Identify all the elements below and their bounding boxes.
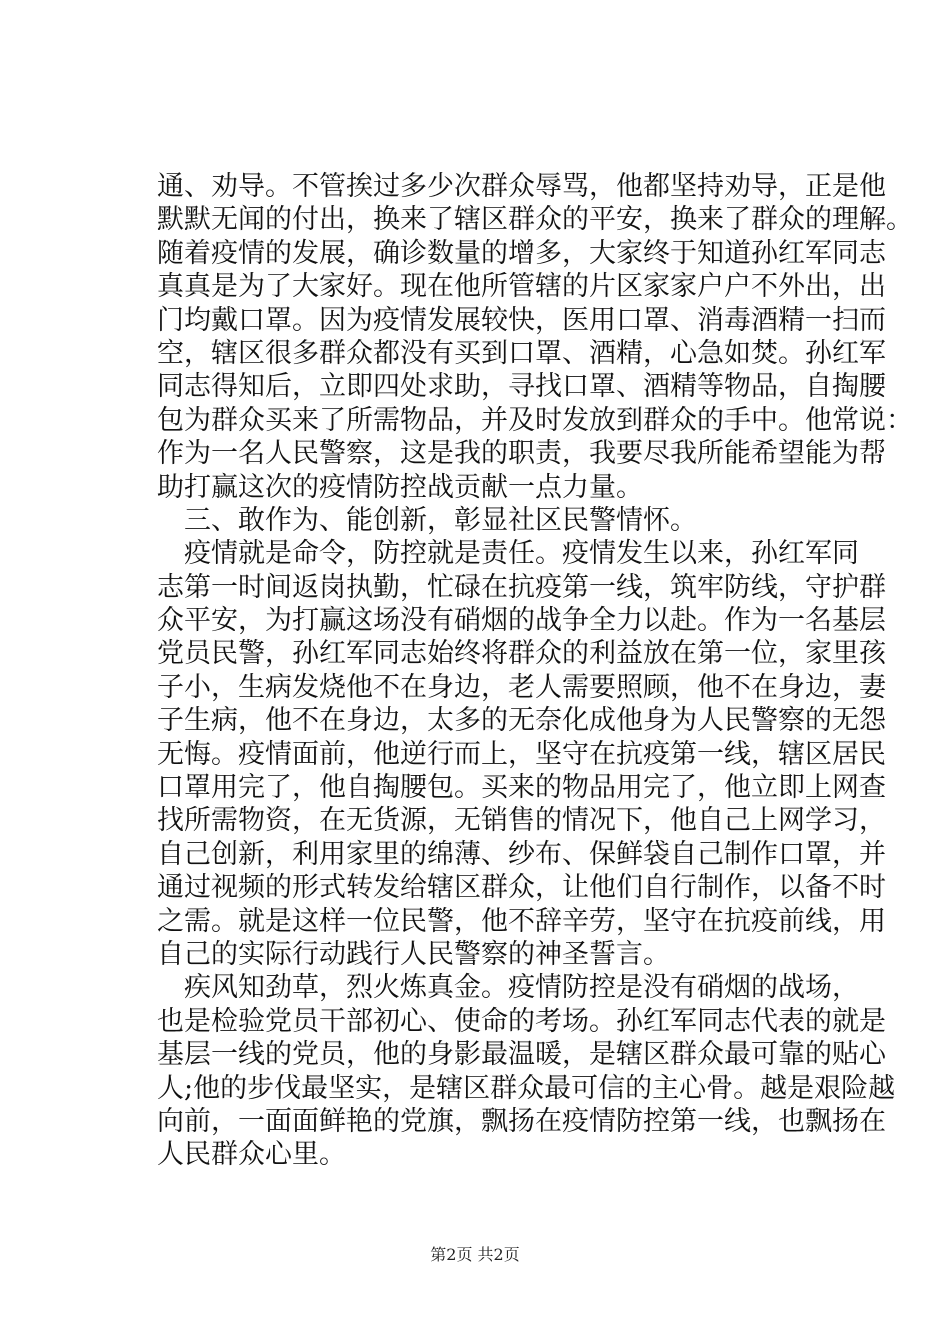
text-line: 助打赢这次的疫情防控战贡献一点力量。 xyxy=(157,471,643,503)
text-line: 门均戴口罩。因为疫情发展较快，医用口罩、消毒酒精一扫而 xyxy=(157,304,886,336)
text-line: 志第一时间返岗执勤，忙碌在抗疫第一线，筑牢防线，守护群 xyxy=(157,571,886,603)
text-line: 默默无闻的付出，换来了辖区群众的平安，换来了群众的理解。 xyxy=(157,204,913,236)
section-heading: 三、敢作为、能创新，彰显社区民警情怀。 xyxy=(184,504,697,536)
text-line: 自己创新，利用家里的绵薄、纱布、保鲜袋自己制作口罩，并 xyxy=(157,838,886,870)
text-line: 空，辖区很多群众都没有买到口罩、酒精，心急如焚。孙红军 xyxy=(157,337,886,369)
text-line: 人;他的步伐最坚实，是辖区群众最可信的主心骨。越是艰险越 xyxy=(157,1072,896,1104)
text-line: 无悔。疫情面前，他逆行而上，坚守在抗疫第一线，辖区居民 xyxy=(157,738,886,770)
text-line: 口罩用完了，他自掏腰包。买来的物品用完了，他立即上网查 xyxy=(157,772,886,804)
text-line: 真真是为了大家好。现在他所管辖的片区家家户户不外出，出 xyxy=(157,271,886,303)
text-line: 也是检验党员干部初心、使命的考场。孙红军同志代表的就是 xyxy=(157,1005,886,1037)
text-line: 作为一名人民警察，这是我的职责，我要尽我所能希望能为帮 xyxy=(157,438,886,470)
text-line: 子生病，他不在身边，太多的无奈化成他身为人民警察的无怨 xyxy=(157,705,886,737)
text-line: 通过视频的形式转发给辖区群众，让他们自行制作，以备不时 xyxy=(157,872,886,904)
document-body xyxy=(157,170,913,1172)
text-line: 疫情就是命令，防控就是责任。疫情发生以来，孙红军同 xyxy=(184,538,859,570)
text-line: 众平安，为打赢这场没有硝烟的战争全力以赴。作为一名基层 xyxy=(157,605,886,637)
text-line: 包为群众买来了所需物品，并及时发放到群众的手中。他常说： xyxy=(157,404,913,436)
text-line: 随着疫情的发展，确诊数量的增多，大家终于知道孙红军同志 xyxy=(157,237,886,269)
text-line: 疾风知劲草，烈火炼真金。疫情防控是没有硝烟的战场， xyxy=(184,972,859,1004)
text-line: 子小，生病发烧他不在身边，老人需要照顾，他不在身边，妻 xyxy=(157,671,886,703)
text-line: 通、劝导。不管挨过多少次群众辱骂，他都坚持劝导，正是他 xyxy=(157,171,886,202)
text-line: 党员民警，孙红军同志始终将群众的利益放在第一位，家里孩 xyxy=(157,638,886,670)
text-line: 自己的实际行动践行人民警察的神圣誓言。 xyxy=(157,938,670,970)
text-line: 人民群众心里。 xyxy=(157,1139,346,1171)
text-line: 找所需物资，在无货源，无销售的情况下，他自己上网学习， xyxy=(157,805,886,837)
page-number-footer: 第2页 共2页 xyxy=(430,1245,520,1264)
text-line: 基层一线的党员，他的身影最温暖，是辖区群众最可靠的贴心 xyxy=(157,1039,886,1071)
text-line: 同志得知后，立即四处求助，寻找口罩、酒精等物品，自掏腰 xyxy=(157,371,886,403)
text-line: 之需。就是这样一位民警，他不辞辛劳，坚守在抗疫前线，用 xyxy=(157,905,886,937)
text-line: 向前，一面面鲜艳的党旗，飘扬在疫情防控第一线，也飘扬在 xyxy=(157,1105,886,1137)
